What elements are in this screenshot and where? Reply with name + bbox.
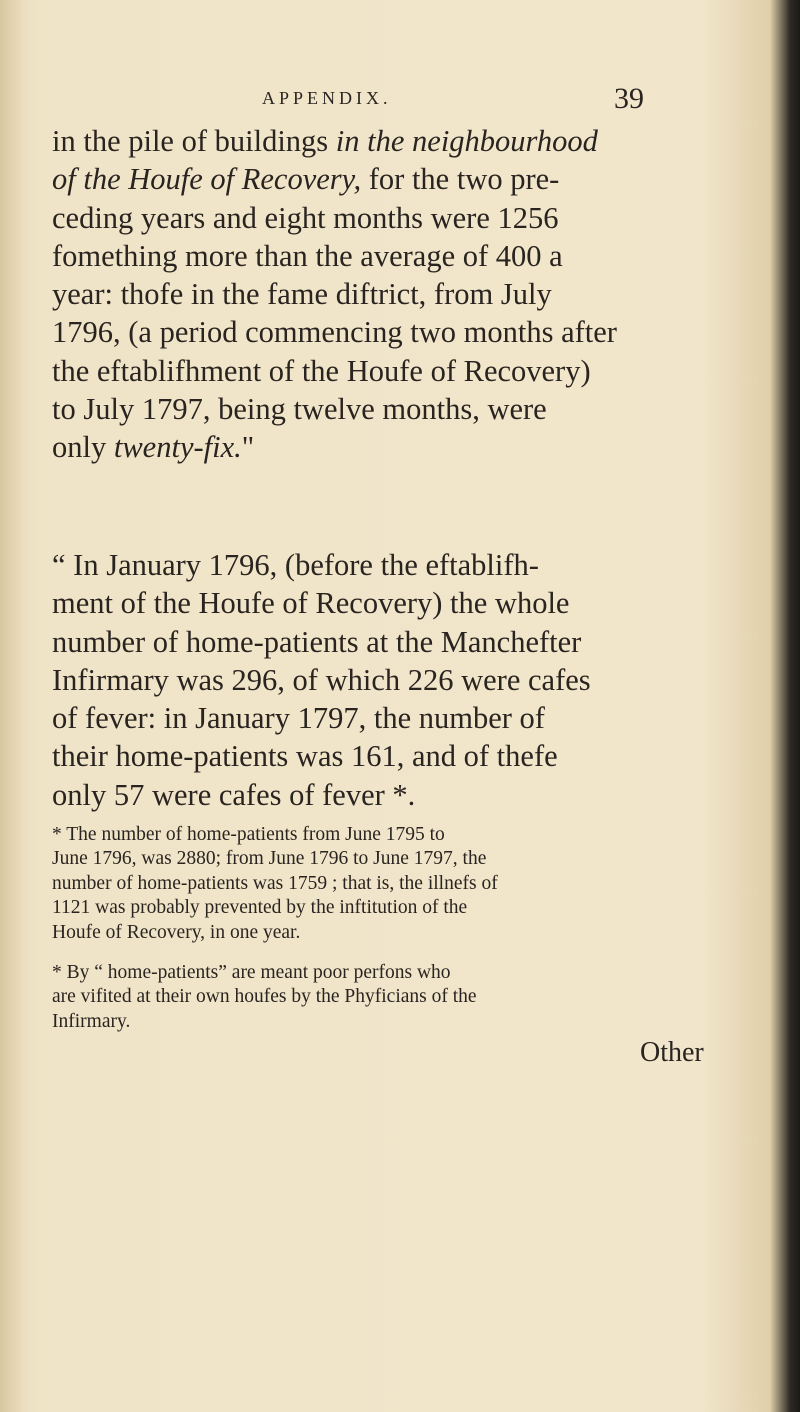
paragraph-2 [52, 546, 752, 814]
paragraph2-line: number of home-patients at the Manchefter [52, 624, 582, 659]
page-gutter [0, 0, 22, 1412]
paragraph2-line: “ In January 1796, (before the eftablifh- [52, 548, 539, 582]
running-head-title: APPENDIX. [262, 88, 392, 108]
paragraph2-line: ment of the Houfe of Recovery) the whole [52, 586, 570, 621]
paragraph2-line: their home-patients was 161, and of thefe [52, 739, 558, 774]
paragraph1-line: of the Houfe of Recovery, for the two pre- [52, 162, 560, 197]
footnote2-line: Infirmary. [52, 1010, 131, 1032]
footnote2-line: are vifited at their own houfes by the Phyficians of the [52, 986, 477, 1008]
footnote1-line: number of home-patients was 1759 ; that is, the illnefs of [52, 872, 498, 894]
paragraph1-line: fomething more than the average of 400 a [52, 238, 563, 273]
paragraph1-line: the eftablifhment of the Houfe of Recovery) [52, 353, 591, 388]
footnote1-line: Houfe of Recovery, in one year. [52, 921, 301, 943]
paragraph1-line: only twenty-fix." [52, 430, 255, 465]
paragraph1-line: in the pile of buildings in the neighbourhood [52, 124, 598, 158]
paragraph2-line: of fever: in January 1797, the number of [52, 701, 545, 736]
page-number: 39 [614, 82, 644, 115]
paragraph1-line: to July 1797, being twelve months, were [52, 392, 547, 427]
paragraph1-line: year: thofe in the fame diftrict, from July [52, 277, 552, 312]
footnote1-line: June 1796, was 2880; from June 1796 to June 1797, the [52, 848, 487, 870]
footnote-1 [52, 823, 752, 945]
footnote-2 [52, 961, 752, 1034]
paragraph1-line: ceding years and eight months were 1256 [52, 200, 559, 235]
footnote1-line: 1121 was probably prevented by the inftitution of the [52, 897, 468, 919]
footnote1-line: * The number of home-patients from June 1795 to [52, 824, 445, 845]
paragraph-1 [52, 122, 752, 467]
paragraph2-line: only 57 were cafes of fever *. [52, 777, 416, 812]
paragraph1-line: 1796, (a period commencing two months after [52, 315, 617, 350]
paragraph2-line: Infirmary was 296, of which 226 were cafes [52, 662, 591, 697]
footnote2-line: * By “ home-patients” are meant poor perfons who [52, 962, 451, 983]
catchword: Other [640, 1037, 704, 1068]
